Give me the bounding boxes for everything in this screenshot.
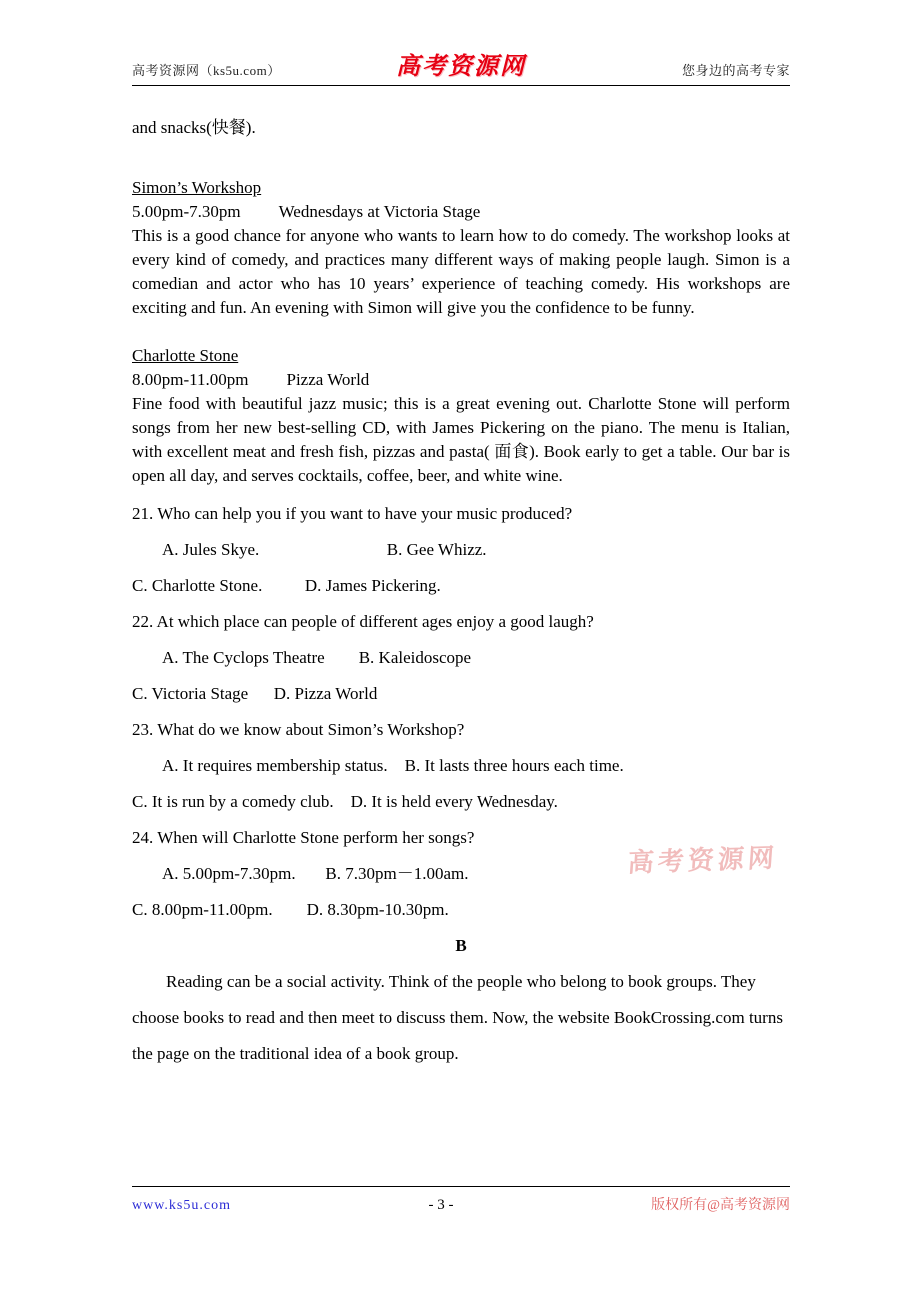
question-text: 22. At which place can people of different ages enjoy a good laugh? — [132, 612, 594, 631]
section-venue: Wednesdays at Victoria Stage — [278, 202, 481, 221]
header-site-name: 高考资源网（ks5u.com） — [132, 63, 281, 78]
section-schedule-line — [132, 200, 790, 224]
question-options-row: A. The Cyclops Theatre B. Kaleidoscope — [162, 648, 472, 667]
section-paragraph: Fine food with beautiful jazz music; this is a great evening out. Charlotte Stone will perform songs from her new best-selling CD, with James Pickering on the piano. The menu is Italian, with excellent meat and fresh fish, pizzas and pasta( 面食). Book early to get a table. Our bar is open all day, and serves cocktails, coffee, beer, and white wine. — [132, 394, 790, 485]
question-options-row: A. It requires membership status. B. It lasts three hours each time. — [162, 756, 624, 775]
document-body — [132, 116, 790, 1072]
questions — [132, 496, 790, 928]
question-21 — [132, 496, 790, 604]
header-logo: 高考资源网 — [396, 54, 526, 80]
section-schedule-line — [132, 368, 790, 392]
page-header — [132, 50, 790, 86]
question-text: 23. What do we know about Simon’s Workshop? — [132, 720, 465, 739]
part-b-paragraph: Reading can be a social activity. Think of the people who belong to book groups. They choose books to read and then meet to discuss them. Now, the website BookCrossing.com turns the page on the traditional idea of a book group. — [132, 972, 783, 1063]
intro-fragment: and snacks(快餐). — [132, 118, 256, 137]
question-options-row: A. Jules Skye. B. Gee Whizz. — [162, 540, 487, 559]
section-paragraph: This is a good chance for anyone who wants to learn how to do comedy. The workshop looks at every kind of comedy, and practices many different ways of making people laugh. Simon is a comedian and actor who has 10 years’ experience of teaching comedy. His workshops are exciting and fun. An evening with Simon will give you the confidence to be funny. — [132, 226, 790, 317]
section-title: Simon’s Workshop — [132, 178, 262, 197]
section-time: 5.00pm-7.30pm — [132, 202, 241, 221]
page-number: - 3 - — [428, 1197, 454, 1213]
header-slogan: 您身边的高考专家 — [681, 63, 790, 78]
footer-url[interactable]: www.ks5u.com — [132, 1198, 231, 1213]
question-options-row: C. Charlotte Stone. D. James Pickering. — [132, 576, 441, 595]
page-footer — [132, 1186, 790, 1214]
question-text: 24. When will Charlotte Stone perform her songs? — [132, 828, 475, 847]
section-time: 8.00pm-11.00pm — [132, 370, 249, 389]
question-options-row: C. 8.00pm-11.00pm. D. 8.30pm-10.30pm. — [132, 900, 449, 919]
section-venue: Pizza World — [286, 370, 370, 389]
section-title: Charlotte Stone — [132, 346, 239, 365]
footer-copyright: 版权所有@高考资源网 — [651, 1198, 790, 1213]
question-24 — [132, 820, 790, 928]
section-title-line — [132, 344, 790, 368]
question-text: 21. Who can help you if you want to have your music produced? — [132, 504, 573, 523]
question-options-row: C. Victoria Stage D. Pizza World — [132, 684, 378, 703]
section-simons-workshop — [132, 176, 790, 320]
section-title-line — [132, 176, 790, 200]
question-options-row: A. 5.00pm-7.30pm. B. 7.30pm－1.00am. — [162, 864, 469, 883]
section-charlotte-stone — [132, 344, 790, 488]
question-options-row: C. It is run by a comedy club. D. It is held every Wednesday. — [132, 792, 558, 811]
part-b-label: B — [455, 936, 467, 955]
question-23 — [132, 712, 790, 820]
watermark: 高考资源网 — [626, 843, 779, 878]
question-22 — [132, 604, 790, 712]
